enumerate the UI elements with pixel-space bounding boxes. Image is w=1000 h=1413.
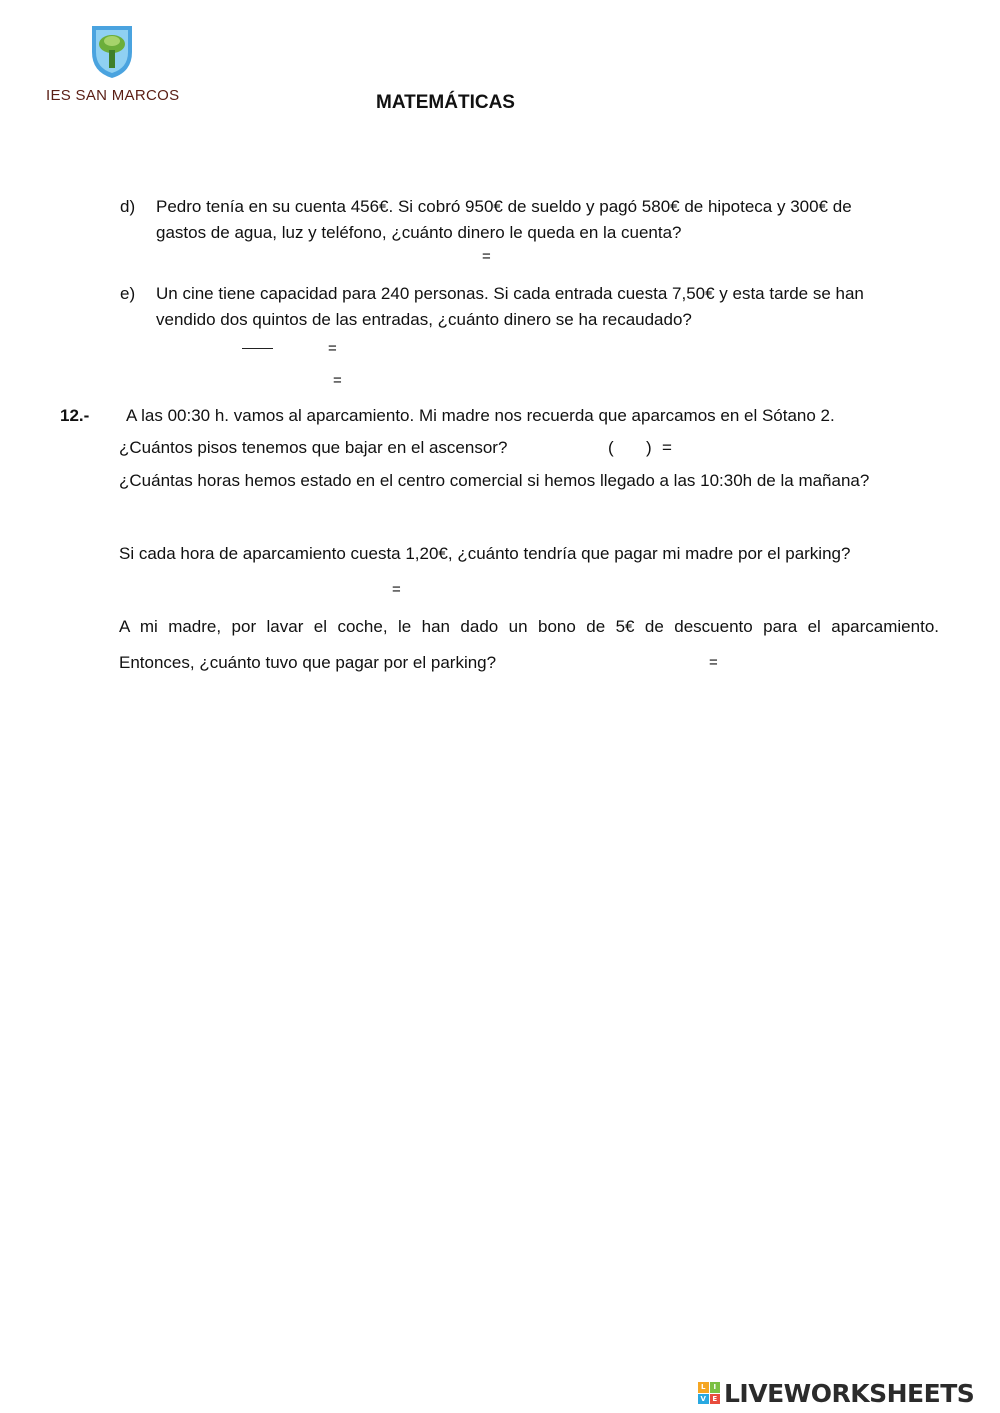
paren-close: ) bbox=[646, 438, 652, 457]
exercise-d-line1: Pedro tenía en su cuenta 456€. Si cobró 950€ de sueldo y pagó 580€ de hipoteca y 300€ de bbox=[156, 197, 852, 216]
paren-open: ( bbox=[608, 438, 614, 457]
brand-letter-l: L bbox=[698, 1382, 709, 1393]
school-shield-icon bbox=[46, 22, 186, 82]
brand-letter-v: V bbox=[698, 1394, 709, 1405]
exercise-e-equals-2: = bbox=[333, 372, 342, 389]
school-name: IES SAN MARCOS bbox=[46, 87, 180, 104]
exercise-12-question-2: ¿Cuántas horas hemos estado en el centro comercial si hemos llegado a las 10:30h de la mañana? bbox=[119, 471, 870, 490]
exercise-12-number: 12.- bbox=[60, 406, 90, 425]
exercise-12-intro: A las 00:30 h. vamos al aparcamiento. Mi madre nos recuerda que aparcamos en el Sótano 2. bbox=[126, 406, 835, 425]
exercise-12-question-4-equals: = bbox=[709, 654, 718, 671]
exercise-d-line2: gastos de agua, luz y teléfono, ¿cuánto dinero le queda en la cuenta? bbox=[156, 223, 682, 242]
exercise-12-question-4-line1-text: A mi madre, por lavar el coche, le han dado un bono de 5€ de descuento para el aparcamiento. bbox=[119, 617, 939, 636]
exercise-d-text bbox=[156, 194, 938, 246]
exercise-e-equals-1: = bbox=[328, 340, 337, 357]
exercise-12-question-1: ¿Cuántos pisos tenemos que bajar en el ascensor? bbox=[119, 438, 508, 457]
exercise-12-question-4-line2: Entonces, ¿cuánto tuvo que pagar por el parking? bbox=[119, 653, 497, 672]
liveworksheets-wordmark: LIVEWORKSHEETS bbox=[724, 1378, 975, 1408]
exercise-12-question-3-equals: = bbox=[392, 581, 401, 598]
liveworksheets-brand bbox=[698, 1378, 974, 1408]
exercise-12-question-1-equals: = bbox=[662, 438, 672, 457]
exercise-d-equals: = bbox=[482, 248, 491, 265]
exercise-e-text bbox=[156, 281, 938, 333]
exercise-e-label: e) bbox=[120, 284, 136, 303]
exercise-e-line2: vendido dos quintos de las entradas, ¿cuánto dinero se ha recaudado? bbox=[156, 310, 692, 329]
exercise-d-label: d) bbox=[120, 197, 136, 216]
liveworksheets-logo-icon bbox=[698, 1382, 720, 1404]
exercise-e-line1: Un cine tiene capacidad para 240 personas. Si cada entrada cuesta 7,50€ y esta tarde se han bbox=[156, 284, 864, 303]
exercise-12-question-3: Si cada hora de aparcamiento cuesta 1,20€, ¿cuánto tendría que pagar mi madre por el parking? bbox=[119, 544, 851, 563]
fraction-bar bbox=[242, 348, 273, 349]
brand-letter-i: I bbox=[710, 1382, 721, 1393]
page-title: MATEMÁTICAS bbox=[376, 92, 515, 113]
brand-letter-e: E bbox=[710, 1394, 721, 1405]
